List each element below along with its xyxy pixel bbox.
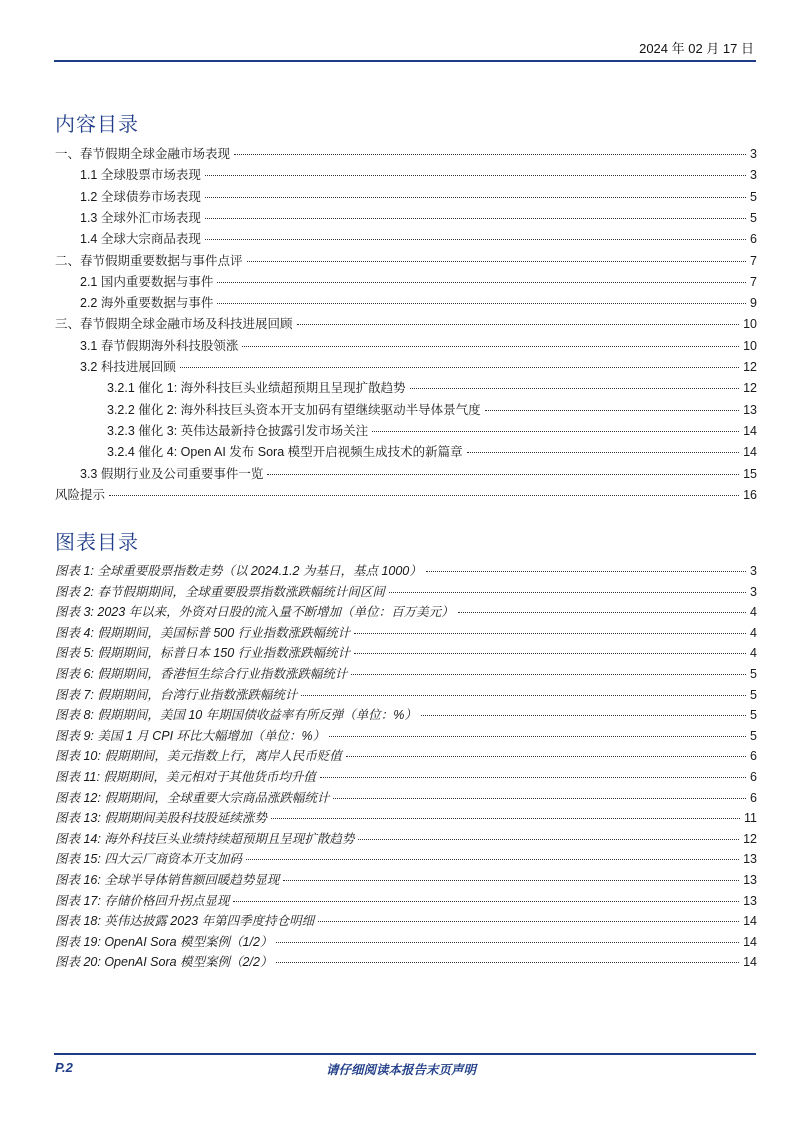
dot-leader xyxy=(205,197,746,198)
toc-entry[interactable] xyxy=(55,293,757,313)
entry-page-number: 5 xyxy=(750,708,757,723)
dot-leader xyxy=(233,901,739,902)
dot-leader xyxy=(217,282,746,283)
toc-entry[interactable] xyxy=(55,442,757,462)
entry-label: 图表 14: 海外科技巨头业绩持续超预期且呈现扩散趋势 xyxy=(55,831,355,846)
entry-label: 图表 19: OpenAI Sora 模型案例（1/2） xyxy=(55,934,273,949)
entry-page-number: 5 xyxy=(750,687,757,702)
entry-page-number: 7 xyxy=(750,253,757,268)
dot-leader xyxy=(458,612,746,613)
dot-leader xyxy=(354,633,746,634)
entry-page-number: 6 xyxy=(750,790,757,805)
dot-leader xyxy=(318,921,739,922)
toc-entry[interactable] xyxy=(55,378,757,398)
figure-entry[interactable] xyxy=(55,705,757,725)
entry-label: 图表 6: 假期期间，香港恒生综合行业指数涨跌幅统计 xyxy=(55,667,348,681)
entry-label: 3.2.4 催化 4: Open AI 发布 Sora 模型开启视频生成技术的新篇章 xyxy=(107,445,463,460)
entry-page-number: 13 xyxy=(743,402,757,417)
toc-entry[interactable] xyxy=(55,208,757,228)
figure-entry[interactable] xyxy=(55,911,757,931)
entry-page-number: 13 xyxy=(743,852,757,867)
dot-leader xyxy=(276,962,739,963)
dot-leader xyxy=(329,736,746,737)
dot-leader xyxy=(297,324,740,325)
entry-label: 2.2 海外重要数据与事件 xyxy=(80,296,214,311)
header-rule xyxy=(54,60,756,62)
entry-page-number: 6 xyxy=(750,232,757,247)
dot-leader xyxy=(333,798,746,799)
entry-page-number: 14 xyxy=(743,955,757,970)
figure-entry[interactable] xyxy=(55,788,757,808)
entry-label: 图表 13: 假期期间美股科技股延续涨势 xyxy=(55,811,267,826)
figure-entry[interactable] xyxy=(55,891,757,911)
figure-entry[interactable] xyxy=(55,664,757,684)
figure-entry[interactable] xyxy=(55,561,757,581)
dot-leader xyxy=(234,154,746,155)
entry-label: 图表 20: OpenAI Sora 模型案例（2/2） xyxy=(55,955,273,970)
dot-leader xyxy=(205,218,746,219)
entry-page-number: 11 xyxy=(744,811,757,826)
entry-page-number: 6 xyxy=(750,749,757,764)
entry-label: 1.1 全球股票市场表现 xyxy=(80,168,201,183)
entry-page-number: 3 xyxy=(750,168,757,183)
dot-leader xyxy=(267,474,739,475)
entry-label: 图表 10: 假期期间，美元指数上行，离岸人民币贬值 xyxy=(55,749,342,764)
dot-leader xyxy=(485,410,739,411)
dot-leader xyxy=(109,495,739,496)
dot-leader xyxy=(205,175,746,176)
toc-entry[interactable] xyxy=(55,272,757,292)
entry-label: 图表 7: 假期期间，台湾行业指数涨跌幅统计 xyxy=(55,687,298,702)
entry-label: 1.4 全球大宗商品表现 xyxy=(80,232,201,247)
entry-page-number: 5 xyxy=(750,728,757,743)
figure-entry[interactable] xyxy=(55,767,757,787)
entry-label: 3.2.3 催化 3: 英伟达最新持仓披露引发市场关注 xyxy=(107,423,369,438)
entry-page-number: 16 xyxy=(743,487,757,502)
report-date: 2024 年 02 月 17 日 xyxy=(639,41,754,56)
figure-entry[interactable] xyxy=(55,870,757,890)
entry-page-number: 9 xyxy=(750,296,757,311)
dot-leader xyxy=(246,859,739,860)
disclaimer-note: 请仔细阅读本报告末页声明 xyxy=(325,1063,476,1077)
entry-label: 图表 9: 美国 1 月 CPI 环比大幅增加（单位：%） xyxy=(55,728,326,743)
entry-page-number: 6 xyxy=(750,770,757,784)
dot-leader xyxy=(372,431,739,432)
toc-entry[interactable] xyxy=(55,251,757,271)
figure-entry[interactable] xyxy=(55,746,757,766)
dot-leader xyxy=(351,674,746,675)
toc-entry[interactable] xyxy=(55,165,757,185)
dot-leader xyxy=(283,880,739,881)
entry-label: 3.2 科技进展回顾 xyxy=(80,360,176,374)
figure-entry[interactable] xyxy=(55,602,757,622)
dot-leader xyxy=(180,367,739,368)
entry-label: 3.1 春节假期海外科技股领涨 xyxy=(80,338,239,353)
toc-entry[interactable] xyxy=(55,229,757,249)
toc-entry[interactable] xyxy=(55,357,757,377)
footer-rule xyxy=(54,1053,756,1055)
entry-label: 图表 12: 假期期间，全球重要大宗商品涨跌幅统计 xyxy=(55,790,330,805)
entry-page-number: 5 xyxy=(750,210,757,225)
entry-label: 图表 2: 春节假期期间，全球重要股票指数涨跌幅统计间区间 xyxy=(55,584,385,599)
entry-label: 图表 3: 2023 年以来，外资对日股的流入量不断增加（单位：百万美元） xyxy=(55,605,454,620)
entry-page-number: 7 xyxy=(750,274,757,289)
entry-page-number: 14 xyxy=(743,423,757,438)
entry-page-number: 5 xyxy=(750,667,757,681)
entry-label: 一、春节假期全球金融市场表现 xyxy=(55,147,231,161)
entry-page-number: 10 xyxy=(743,338,757,353)
toc-entry[interactable] xyxy=(55,464,757,484)
figure-entry[interactable] xyxy=(55,685,757,705)
dot-leader xyxy=(346,756,746,757)
dot-leader xyxy=(358,839,739,840)
entry-label: 图表 17: 存储价格回升拐点显现 xyxy=(55,893,230,908)
entry-label: 风险提示 xyxy=(55,487,106,502)
contents-title: 内容目录 xyxy=(55,112,139,136)
dot-leader xyxy=(205,239,746,240)
entry-page-number: 15 xyxy=(743,466,757,481)
dot-leader xyxy=(217,303,746,304)
dot-leader xyxy=(247,261,747,262)
entry-label: 二、春节假期重要数据与事件点评 xyxy=(55,253,243,268)
toc-entry[interactable] xyxy=(55,314,757,334)
entry-page-number: 5 xyxy=(750,189,757,204)
entry-label: 1.2 全球债券市场表现 xyxy=(80,189,201,204)
toc-entry[interactable] xyxy=(55,400,757,420)
entry-page-number: 12 xyxy=(743,381,757,396)
entry-label: 图表 4: 假期期间，美国标普 500 行业指数涨跌幅统计 xyxy=(55,625,351,640)
figure-entry[interactable] xyxy=(55,849,757,869)
dot-leader xyxy=(421,715,746,716)
entry-label: 3.2.1 催化 1: 海外科技巨头业绩超预期且呈现扩散趋势 xyxy=(107,381,406,396)
toc-entry[interactable] xyxy=(55,144,757,164)
dot-leader xyxy=(276,942,739,943)
entry-label: 图表 18: 英伟达披露 2023 年第四季度持仓明细 xyxy=(55,914,315,929)
entry-label: 图表 15: 四大云厂商资本开支加码 xyxy=(55,852,242,867)
entry-page-number: 3 xyxy=(750,584,757,599)
figure-entry[interactable] xyxy=(55,623,757,643)
dot-leader xyxy=(271,818,740,819)
toc-entry[interactable] xyxy=(55,336,757,356)
figure-entry[interactable] xyxy=(55,829,757,849)
toc-entry[interactable] xyxy=(55,187,757,207)
entry-page-number: 12 xyxy=(743,360,757,374)
entry-label: 3.2.2 催化 2: 海外科技巨头资本开支加码有望继续驱动半导体景气度 xyxy=(107,402,481,417)
figure-entry[interactable] xyxy=(55,643,757,663)
entry-page-number: 4 xyxy=(750,646,757,661)
page-number: P.2 xyxy=(55,1060,73,1075)
entry-page-number: 14 xyxy=(743,445,757,460)
entry-page-number: 4 xyxy=(750,625,757,640)
entry-page-number: 3 xyxy=(750,147,757,161)
entry-label: 三、春节假期全球金融市场及科技进展回顾 xyxy=(55,317,293,332)
entry-label: 图表 11: 假期期间，美元相对于其他货币均升值 xyxy=(55,770,316,784)
entry-label: 3.3 假期行业及公司重要事件一览 xyxy=(80,466,264,481)
dot-leader xyxy=(354,653,746,654)
entry-page-number: 10 xyxy=(743,317,757,332)
figure-entry[interactable] xyxy=(55,932,757,952)
entry-page-number: 12 xyxy=(743,831,757,846)
entry-page-number: 13 xyxy=(743,873,757,887)
entry-page-number: 13 xyxy=(743,893,757,908)
dot-leader xyxy=(410,388,739,389)
entry-label: 1.3 全球外汇市场表现 xyxy=(80,210,201,225)
dot-leader xyxy=(389,592,746,593)
entry-page-number: 3 xyxy=(750,564,757,578)
entry-label: 图表 8: 假期期间，美国 10 年期国债收益率有所反弹（单位：%） xyxy=(55,708,417,723)
figure-entry[interactable] xyxy=(55,952,757,972)
dot-leader xyxy=(426,571,746,572)
figure-entry[interactable] xyxy=(55,582,757,602)
entry-page-number: 4 xyxy=(750,605,757,620)
dot-leader xyxy=(320,777,746,778)
figure-entry[interactable] xyxy=(55,726,757,746)
entry-label: 图表 16: 全球半导体销售额回暖趋势显现 xyxy=(55,873,280,887)
dot-leader xyxy=(242,346,739,347)
entry-label: 图表 1: 全球重要股票指数走势（以 2024.1.2 为基日，基点 1000） xyxy=(55,564,422,578)
dot-leader xyxy=(301,695,746,696)
entry-page-number: 14 xyxy=(743,914,757,929)
entry-label: 图表 5: 假期期间，标普日本 150 行业指数涨跌幅统计 xyxy=(55,646,351,661)
dot-leader xyxy=(467,452,739,453)
entry-label: 2.1 国内重要数据与事件 xyxy=(80,274,214,289)
figures-title: 图表目录 xyxy=(55,530,139,554)
entry-page-number: 14 xyxy=(743,934,757,949)
toc-entry[interactable] xyxy=(55,421,757,441)
figure-entry[interactable] xyxy=(55,808,757,828)
toc-entry[interactable] xyxy=(55,485,757,505)
